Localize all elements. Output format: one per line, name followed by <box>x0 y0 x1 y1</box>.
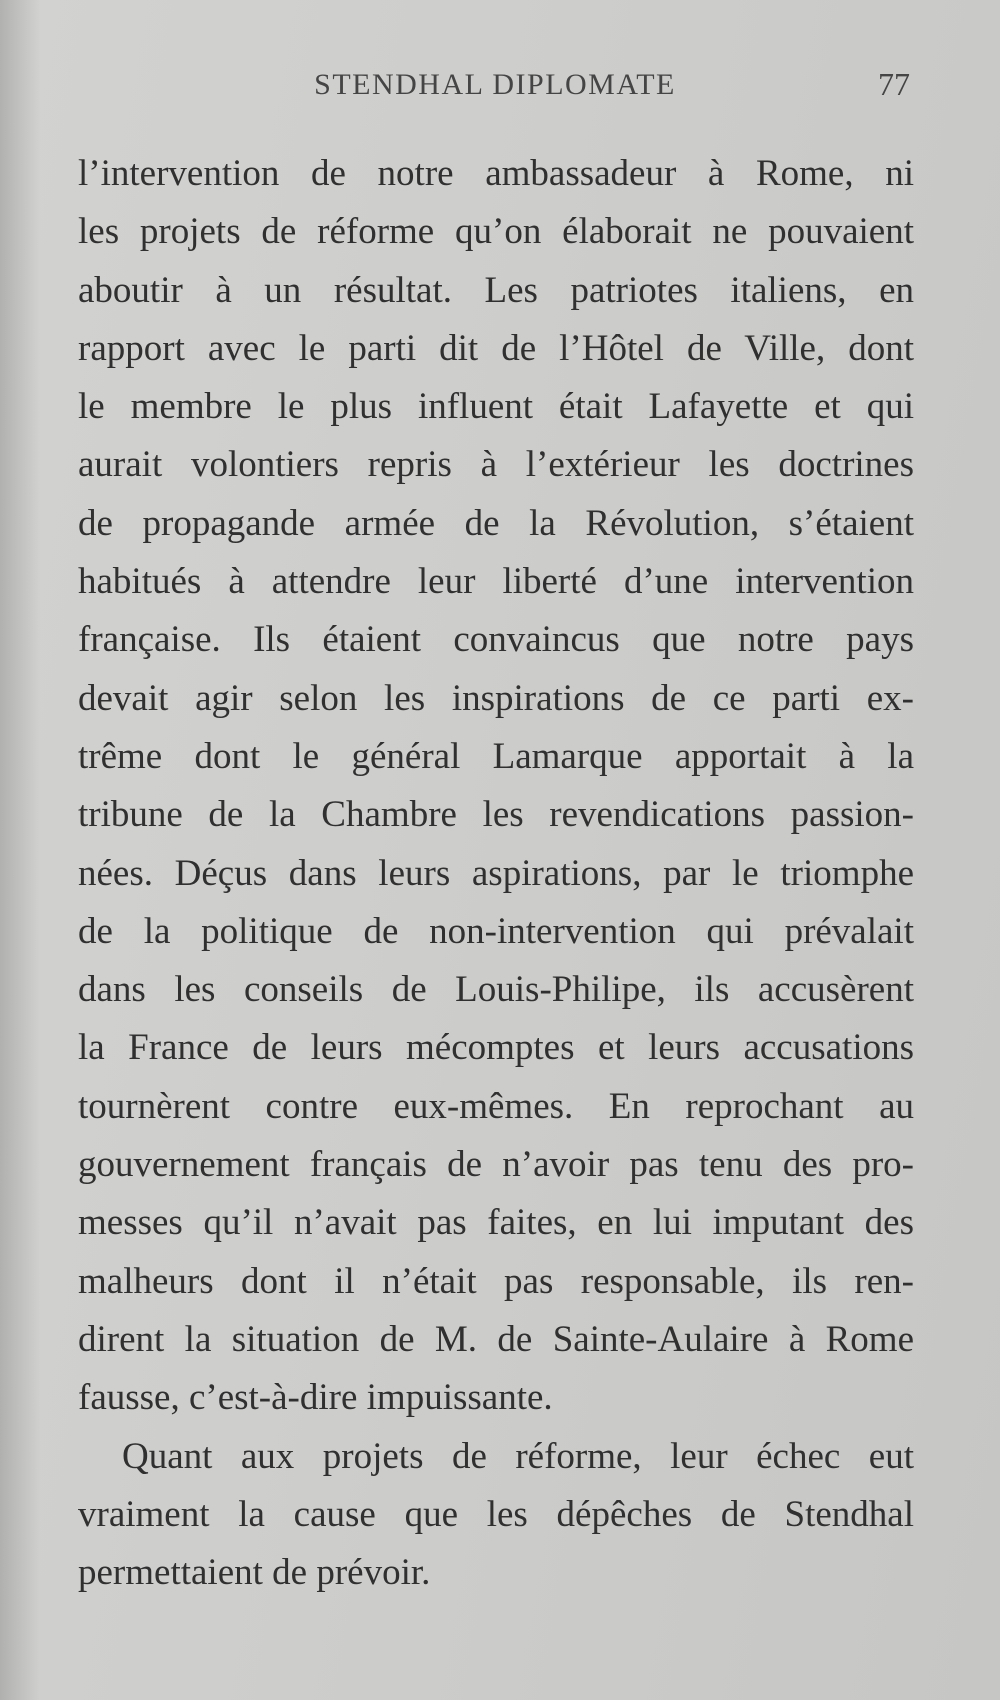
text-line: gouvernement français de n’avoir pas tenu des pro- <box>78 1144 914 1186</box>
text-line: la France de leurs mécomptes et leurs accusations <box>78 1027 914 1069</box>
text-line: dirent la situation de M. de Sainte-Aulaire à Rome <box>78 1318 914 1360</box>
text-line: trême dont le général Lamarque apportait à la <box>78 735 914 777</box>
text-line: fausse, c’est-à-dire impuissante. <box>78 1377 553 1419</box>
running-head <box>80 60 910 110</box>
page-number: 77 <box>878 66 910 102</box>
body-text <box>78 145 914 1602</box>
text-line: française. Ils étaient convaincus que notre pays <box>78 619 914 661</box>
text-line: permettaient de prévoir. <box>78 1552 431 1594</box>
text-line: habitués à attendre leur liberté d’une intervention <box>78 561 914 603</box>
text-line: Quant aux projets de réforme, leur échec eut <box>122 1435 914 1477</box>
text-line: de propagande armée de la Révolution, s’étaient <box>78 502 914 544</box>
spine-shadow <box>0 0 40 1700</box>
text-line: les projets de réforme qu’on élaborait ne pouvaient <box>78 211 914 253</box>
text-line: nées. Déçus dans leurs aspirations, par le triomphe <box>78 852 914 894</box>
text-line: rapport avec le parti dit de l’Hôtel de Ville, dont <box>78 327 914 369</box>
text-line: vraiment la cause que les dépêches de Stendhal <box>78 1493 914 1535</box>
text-line: aurait volontiers repris à l’extérieur les doctrines <box>78 444 914 486</box>
text-line: dans les conseils de Louis-Philipe, ils accusèrent <box>78 969 914 1011</box>
text-line: l’intervention de notre ambassadeur à Rome, ni <box>78 153 914 194</box>
text-line: malheurs dont il n’était pas responsable, ils ren- <box>78 1260 914 1302</box>
text-line: tribune de la Chambre les revendications passion- <box>78 794 914 836</box>
text-line: le membre le plus influent était Lafayette et qui <box>78 386 914 428</box>
text-line: tournèrent contre eux-mêmes. En reprochant au <box>78 1085 914 1127</box>
text-line: messes qu’il n’avait pas faites, en lui imputant des <box>78 1202 914 1244</box>
text-line: aboutir à un résultat. Les patriotes italiens, en <box>78 269 914 311</box>
running-head-title: STENDHAL DIPLOMATE <box>314 68 676 101</box>
text-line: devait agir selon les inspirations de ce parti ex- <box>78 677 914 719</box>
text-line: de la politique de non-intervention qui prévalait <box>78 910 914 952</box>
